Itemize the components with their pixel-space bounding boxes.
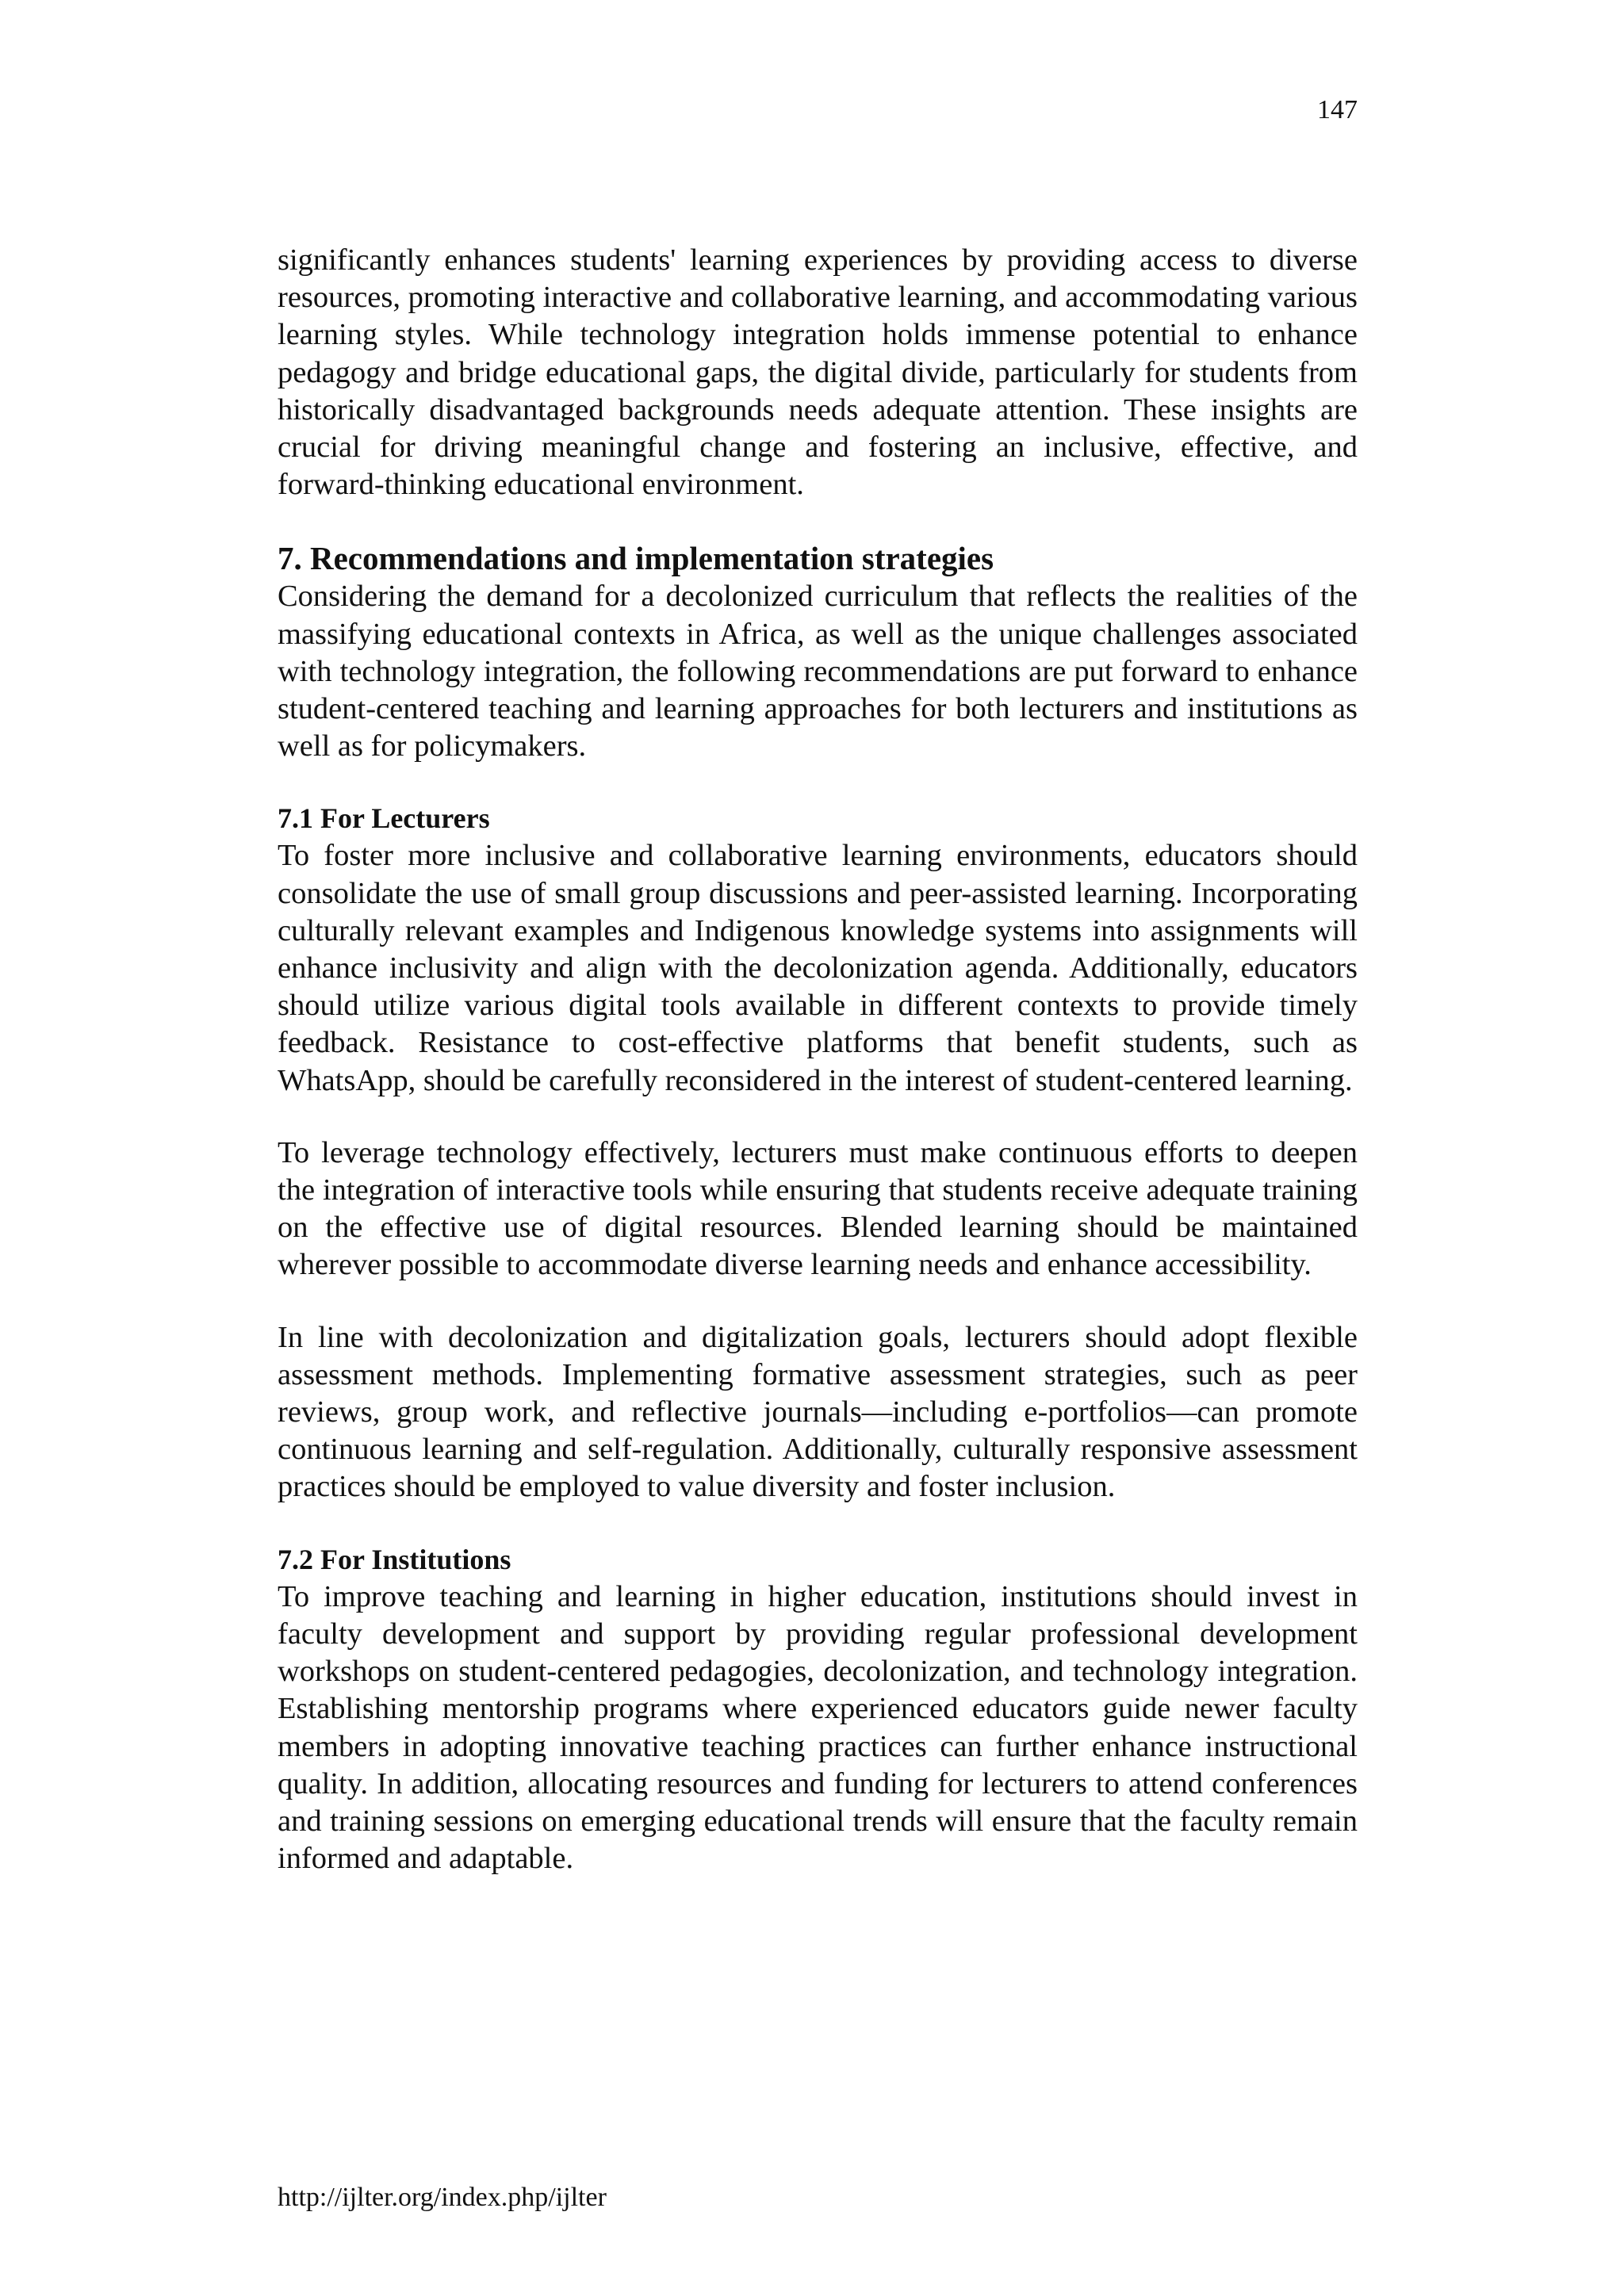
page-body xyxy=(278,242,1358,1877)
section-7-1-heading: 7.1 For Lecturers xyxy=(278,802,490,835)
page-number: 147 xyxy=(1317,95,1358,124)
section-7-2-heading: 7.2 For Institutions xyxy=(278,1543,511,1575)
intro-paragraph: significantly enhances students' learning experiences by providing access to diverse resources, promoting interactive and collaborative learning, and accommodating various learning styles. While technology integration holds immense potential to enhance pedagogy and bridge educational gaps, the digital divide, particularly for students from historically disadvantaged backgrounds needs adequate attention. These insights are crucial for driving meaningful change and fostering an inclusive, effective, and forward-thinking educational environment. xyxy=(278,243,1358,502)
lecturers-paragraph-3: In line with decolonization and digitalization goals, lecturers should adopt flexible assessment methods. Implementing formative assessment strategies, such as peer reviews, group work, and reflective journals—including e-portfolios—can promote continuous learning and self-regulation. Additionally, culturally responsive assessment practices should be employed to value diversity and foster inclusion. xyxy=(278,1320,1358,1504)
institutions-paragraph: To improve teaching and learning in higher education, institutions should invest in faculty development and support by providing regular professional development workshops on student-centered pedagogies, decolonization, and technology integration. Establishing mentorship programs where experienced educators guide newer faculty members in adopting innovative teaching practices can further enhance instructional quality. In addition, allocating resources and funding for lecturers to attend conferences and training sessions on emerging educational trends will ensure that the faculty remain informed and adaptable. xyxy=(278,1579,1358,1876)
lecturers-paragraph-2: To leverage technology effectively, lecturers must make continuous efforts to deepen the integration of interactive tools while ensuring that students receive adequate training on the effective use of digital resources. Blended learning should be maintained wherever possible to accommodate diverse learning needs and enhance accessibility. xyxy=(278,1135,1358,1282)
section-7-paragraph: Considering the demand for a decolonized curriculum that reflects the realities of the massifying educational contexts in Africa, as well as the unique challenges associated with technology integration, the following recommendations are put forward to enhance student-centered teaching and learning approaches for both lecturers and institutions as well as for policymakers. xyxy=(278,580,1358,763)
section-7-heading: 7. Recommendations and implementation strategies xyxy=(278,540,994,577)
lecturers-paragraph-1: To foster more inclusive and collaborative learning environments, educators should consolidate the use of small group discussions and peer-assisted learning. Incorporating culturally relevant examples and Indigenous knowledge systems into assignments will enhance inclusivity and align with the decolonization agenda. Additionally, educators should utilize various digital tools available in different contexts to provide timely feedback. Resistance to cost-effective platforms that benefit students, such as WhatsApp, should be carefully reconsidered in the interest of student-centered learning. xyxy=(278,839,1358,1097)
footer-url[interactable]: http://ijlter.org/index.php/ijlter xyxy=(278,2183,607,2212)
